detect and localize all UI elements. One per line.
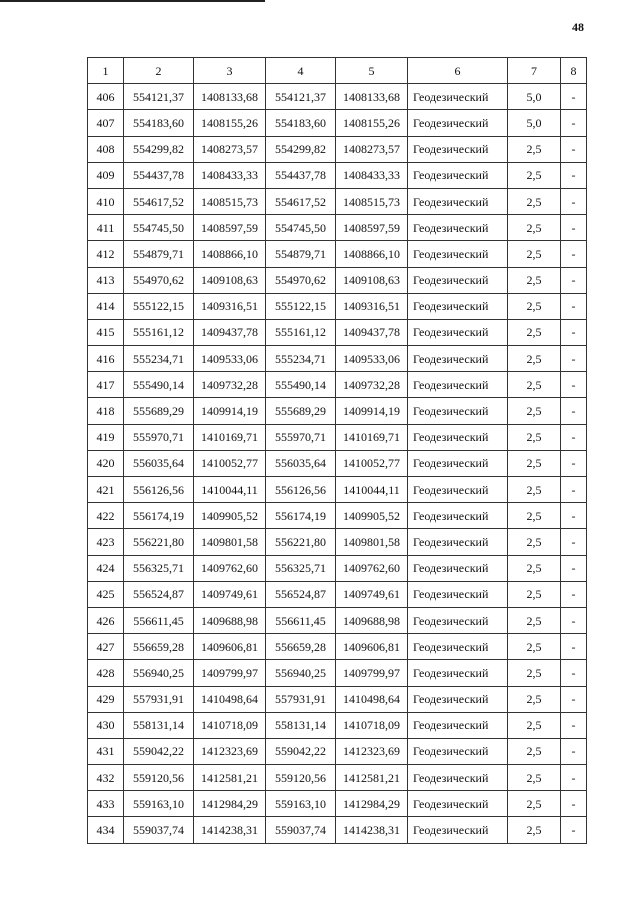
method-cell: Геодезический	[408, 424, 508, 450]
accuracy-cell: 2,5	[508, 634, 561, 660]
method-cell: Геодезический	[408, 136, 508, 162]
method-cell: Геодезический	[408, 162, 508, 188]
y-coord-cell: 1409905,52	[194, 503, 266, 529]
accuracy-cell: 2,5	[508, 581, 561, 607]
x-coord-cell: 559120,56	[124, 765, 194, 791]
x-coord-cell: 555970,71	[124, 424, 194, 450]
note-cell: -	[561, 188, 587, 214]
method-cell: Геодезический	[408, 791, 508, 817]
method-cell: Геодезический	[408, 188, 508, 214]
x-coord-cell: 555689,29	[124, 398, 194, 424]
note-cell: -	[561, 529, 587, 555]
note-cell: -	[561, 634, 587, 660]
header-cell: 7	[508, 58, 561, 84]
header-cell: 1	[88, 58, 124, 84]
table-row	[88, 136, 587, 162]
x2-coord-cell: 554121,37	[266, 84, 336, 110]
note-cell: -	[561, 398, 587, 424]
table-row	[88, 581, 587, 607]
x-coord-cell: 559042,22	[124, 738, 194, 764]
accuracy-cell: 2,5	[508, 424, 561, 450]
y2-coord-cell: 1410718,09	[336, 712, 408, 738]
y2-coord-cell: 1409762,60	[336, 555, 408, 581]
method-cell: Геодезический	[408, 398, 508, 424]
table-row	[88, 529, 587, 555]
y2-coord-cell: 1410044,11	[336, 477, 408, 503]
table-row	[88, 765, 587, 791]
method-cell: Геодезический	[408, 267, 508, 293]
x2-coord-cell: 554879,71	[266, 241, 336, 267]
method-cell: Геодезический	[408, 84, 508, 110]
note-cell: -	[561, 581, 587, 607]
coordinates-table	[87, 57, 587, 844]
x-coord-cell: 554437,78	[124, 162, 194, 188]
x2-coord-cell: 556126,56	[266, 477, 336, 503]
x2-coord-cell: 559120,56	[266, 765, 336, 791]
point-number-cell: 414	[88, 293, 124, 319]
y-coord-cell: 1409437,78	[194, 319, 266, 345]
point-number-cell: 408	[88, 136, 124, 162]
y2-coord-cell: 1409606,81	[336, 634, 408, 660]
y-coord-cell: 1408433,33	[194, 162, 266, 188]
y2-coord-cell: 1409799,97	[336, 660, 408, 686]
x-coord-cell: 558131,14	[124, 712, 194, 738]
method-cell: Геодезический	[408, 319, 508, 345]
y2-coord-cell: 1408155,26	[336, 110, 408, 136]
note-cell: -	[561, 686, 587, 712]
accuracy-cell: 2,5	[508, 791, 561, 817]
accuracy-cell: 2,5	[508, 712, 561, 738]
table-row	[88, 267, 587, 293]
y-coord-cell: 1410052,77	[194, 450, 266, 476]
accuracy-cell: 2,5	[508, 319, 561, 345]
x2-coord-cell: 557931,91	[266, 686, 336, 712]
y2-coord-cell: 1412581,21	[336, 765, 408, 791]
x2-coord-cell: 554745,50	[266, 215, 336, 241]
x-coord-cell: 555234,71	[124, 346, 194, 372]
y2-coord-cell: 1409688,98	[336, 607, 408, 633]
table-row	[88, 241, 587, 267]
x2-coord-cell: 556035,64	[266, 450, 336, 476]
table-row	[88, 162, 587, 188]
x-coord-cell: 556126,56	[124, 477, 194, 503]
note-cell: -	[561, 267, 587, 293]
method-cell: Геодезический	[408, 110, 508, 136]
y2-coord-cell: 1412984,29	[336, 791, 408, 817]
y-coord-cell: 1409316,51	[194, 293, 266, 319]
accuracy-cell: 2,5	[508, 555, 561, 581]
table-row	[88, 293, 587, 319]
point-number-cell: 415	[88, 319, 124, 345]
table-row	[88, 686, 587, 712]
y2-coord-cell: 1409905,52	[336, 503, 408, 529]
header-cell: 6	[408, 58, 508, 84]
point-number-cell: 423	[88, 529, 124, 555]
header-cell: 5	[336, 58, 408, 84]
x2-coord-cell: 556221,80	[266, 529, 336, 555]
x-coord-cell: 554745,50	[124, 215, 194, 241]
point-number-cell: 432	[88, 765, 124, 791]
x2-coord-cell: 559163,10	[266, 791, 336, 817]
table-row	[88, 372, 587, 398]
point-number-cell: 424	[88, 555, 124, 581]
x2-coord-cell: 554299,82	[266, 136, 336, 162]
point-number-cell: 419	[88, 424, 124, 450]
x2-coord-cell: 555689,29	[266, 398, 336, 424]
y-coord-cell: 1408597,59	[194, 215, 266, 241]
method-cell: Геодезический	[408, 607, 508, 633]
x-coord-cell: 555122,15	[124, 293, 194, 319]
y-coord-cell: 1412323,69	[194, 738, 266, 764]
table-row	[88, 503, 587, 529]
point-number-cell: 425	[88, 581, 124, 607]
x-coord-cell: 554879,71	[124, 241, 194, 267]
accuracy-cell: 5,0	[508, 110, 561, 136]
x2-coord-cell: 556611,45	[266, 607, 336, 633]
method-cell: Геодезический	[408, 293, 508, 319]
y-coord-cell: 1409914,19	[194, 398, 266, 424]
y-coord-cell: 1409762,60	[194, 555, 266, 581]
x-coord-cell: 556325,71	[124, 555, 194, 581]
accuracy-cell: 2,5	[508, 529, 561, 555]
point-number-cell: 420	[88, 450, 124, 476]
y2-coord-cell: 1410169,71	[336, 424, 408, 450]
y-coord-cell: 1409108,63	[194, 267, 266, 293]
x-coord-cell: 554970,62	[124, 267, 194, 293]
accuracy-cell: 2,5	[508, 136, 561, 162]
method-cell: Геодезический	[408, 241, 508, 267]
y2-coord-cell: 1408515,73	[336, 188, 408, 214]
method-cell: Геодезический	[408, 581, 508, 607]
y-coord-cell: 1409801,58	[194, 529, 266, 555]
point-number-cell: 429	[88, 686, 124, 712]
y2-coord-cell: 1408433,33	[336, 162, 408, 188]
note-cell: -	[561, 503, 587, 529]
method-cell: Геодезический	[408, 738, 508, 764]
method-cell: Геодезический	[408, 477, 508, 503]
note-cell: -	[561, 450, 587, 476]
note-cell: -	[561, 791, 587, 817]
note-cell: -	[561, 346, 587, 372]
x-coord-cell: 556659,28	[124, 634, 194, 660]
point-number-cell: 412	[88, 241, 124, 267]
header-row	[88, 58, 587, 84]
table-row	[88, 712, 587, 738]
accuracy-cell: 2,5	[508, 346, 561, 372]
page-number: 48	[572, 20, 584, 34]
y-coord-cell: 1409799,97	[194, 660, 266, 686]
note-cell: -	[561, 136, 587, 162]
point-number-cell: 427	[88, 634, 124, 660]
note-cell: -	[561, 424, 587, 450]
note-cell: -	[561, 110, 587, 136]
x-coord-cell: 556611,45	[124, 607, 194, 633]
y2-coord-cell: 1409914,19	[336, 398, 408, 424]
table-row	[88, 555, 587, 581]
x2-coord-cell: 554183,60	[266, 110, 336, 136]
y2-coord-cell: 1410052,77	[336, 450, 408, 476]
y-coord-cell: 1409606,81	[194, 634, 266, 660]
y2-coord-cell: 1409801,58	[336, 529, 408, 555]
accuracy-cell: 2,5	[508, 162, 561, 188]
point-number-cell: 426	[88, 607, 124, 633]
x-coord-cell: 559037,74	[124, 817, 194, 843]
method-cell: Геодезический	[408, 686, 508, 712]
note-cell: -	[561, 84, 587, 110]
accuracy-cell: 2,5	[508, 738, 561, 764]
x2-coord-cell: 556325,71	[266, 555, 336, 581]
note-cell: -	[561, 738, 587, 764]
y-coord-cell: 1410498,64	[194, 686, 266, 712]
method-cell: Геодезический	[408, 765, 508, 791]
x-coord-cell: 554121,37	[124, 84, 194, 110]
y2-coord-cell: 1409732,28	[336, 372, 408, 398]
accuracy-cell: 2,5	[508, 241, 561, 267]
table-row	[88, 398, 587, 424]
note-cell: -	[561, 817, 587, 843]
table-row	[88, 738, 587, 764]
accuracy-cell: 2,5	[508, 188, 561, 214]
point-number-cell: 416	[88, 346, 124, 372]
method-cell: Геодезический	[408, 503, 508, 529]
point-number-cell: 410	[88, 188, 124, 214]
y-coord-cell: 1412984,29	[194, 791, 266, 817]
y-coord-cell: 1410718,09	[194, 712, 266, 738]
x-coord-cell: 556174,19	[124, 503, 194, 529]
accuracy-cell: 2,5	[508, 267, 561, 293]
x2-coord-cell: 559037,74	[266, 817, 336, 843]
table-row	[88, 346, 587, 372]
note-cell: -	[561, 293, 587, 319]
note-cell: -	[561, 765, 587, 791]
x2-coord-cell: 556174,19	[266, 503, 336, 529]
accuracy-cell: 2,5	[508, 450, 561, 476]
x2-coord-cell: 555234,71	[266, 346, 336, 372]
table-row	[88, 110, 587, 136]
y2-coord-cell: 1412323,69	[336, 738, 408, 764]
accuracy-cell: 2,5	[508, 607, 561, 633]
top-rule	[0, 0, 265, 2]
note-cell: -	[561, 555, 587, 581]
point-number-cell: 406	[88, 84, 124, 110]
x-coord-cell: 559163,10	[124, 791, 194, 817]
note-cell: -	[561, 477, 587, 503]
point-number-cell: 409	[88, 162, 124, 188]
y2-coord-cell: 1409533,06	[336, 346, 408, 372]
accuracy-cell: 2,5	[508, 215, 561, 241]
accuracy-cell: 2,5	[508, 817, 561, 843]
point-number-cell: 411	[88, 215, 124, 241]
method-cell: Геодезический	[408, 817, 508, 843]
header-cell: 8	[561, 58, 587, 84]
table-row	[88, 660, 587, 686]
method-cell: Геодезический	[408, 346, 508, 372]
y-coord-cell: 1412581,21	[194, 765, 266, 791]
method-cell: Геодезический	[408, 529, 508, 555]
point-number-cell: 421	[88, 477, 124, 503]
x-coord-cell: 556940,25	[124, 660, 194, 686]
x2-coord-cell: 556659,28	[266, 634, 336, 660]
accuracy-cell: 2,5	[508, 686, 561, 712]
point-number-cell: 434	[88, 817, 124, 843]
table-row	[88, 791, 587, 817]
x2-coord-cell: 554437,78	[266, 162, 336, 188]
x-coord-cell: 556221,80	[124, 529, 194, 555]
note-cell: -	[561, 319, 587, 345]
method-cell: Геодезический	[408, 215, 508, 241]
y2-coord-cell: 1408866,10	[336, 241, 408, 267]
x-coord-cell: 557931,91	[124, 686, 194, 712]
x-coord-cell: 554183,60	[124, 110, 194, 136]
table-row	[88, 215, 587, 241]
y2-coord-cell: 1409749,61	[336, 581, 408, 607]
y-coord-cell: 1409688,98	[194, 607, 266, 633]
x2-coord-cell: 555490,14	[266, 372, 336, 398]
y2-coord-cell: 1410498,64	[336, 686, 408, 712]
note-cell: -	[561, 712, 587, 738]
note-cell: -	[561, 660, 587, 686]
table-row	[88, 477, 587, 503]
point-number-cell: 422	[88, 503, 124, 529]
point-number-cell: 413	[88, 267, 124, 293]
y-coord-cell: 1408155,26	[194, 110, 266, 136]
point-number-cell: 430	[88, 712, 124, 738]
note-cell: -	[561, 215, 587, 241]
point-number-cell: 431	[88, 738, 124, 764]
method-cell: Геодезический	[408, 712, 508, 738]
x-coord-cell: 555161,12	[124, 319, 194, 345]
table-row	[88, 188, 587, 214]
note-cell: -	[561, 372, 587, 398]
accuracy-cell: 2,5	[508, 398, 561, 424]
method-cell: Геодезический	[408, 634, 508, 660]
note-cell: -	[561, 241, 587, 267]
x2-coord-cell: 555970,71	[266, 424, 336, 450]
y-coord-cell: 1408133,68	[194, 84, 266, 110]
y-coord-cell: 1414238,31	[194, 817, 266, 843]
header-cell: 4	[266, 58, 336, 84]
y-coord-cell: 1408515,73	[194, 188, 266, 214]
x2-coord-cell: 554617,52	[266, 188, 336, 214]
y-coord-cell: 1409533,06	[194, 346, 266, 372]
y2-coord-cell: 1409108,63	[336, 267, 408, 293]
x-coord-cell: 556035,64	[124, 450, 194, 476]
header-cell: 2	[124, 58, 194, 84]
accuracy-cell: 2,5	[508, 372, 561, 398]
point-number-cell: 407	[88, 110, 124, 136]
point-number-cell: 433	[88, 791, 124, 817]
accuracy-cell: 2,5	[508, 293, 561, 319]
x2-coord-cell: 555161,12	[266, 319, 336, 345]
point-number-cell: 418	[88, 398, 124, 424]
table-row	[88, 634, 587, 660]
y2-coord-cell: 1408273,57	[336, 136, 408, 162]
accuracy-cell: 2,5	[508, 765, 561, 791]
method-cell: Геодезический	[408, 555, 508, 581]
y-coord-cell: 1410044,11	[194, 477, 266, 503]
y-coord-cell: 1408866,10	[194, 241, 266, 267]
table-row	[88, 817, 587, 843]
y-coord-cell: 1410169,71	[194, 424, 266, 450]
point-number-cell: 428	[88, 660, 124, 686]
x-coord-cell: 554617,52	[124, 188, 194, 214]
y-coord-cell: 1409749,61	[194, 581, 266, 607]
table-row	[88, 319, 587, 345]
method-cell: Геодезический	[408, 450, 508, 476]
table-row	[88, 607, 587, 633]
x2-coord-cell: 554970,62	[266, 267, 336, 293]
note-cell: -	[561, 607, 587, 633]
y-coord-cell: 1408273,57	[194, 136, 266, 162]
x-coord-cell: 555490,14	[124, 372, 194, 398]
y2-coord-cell: 1409316,51	[336, 293, 408, 319]
accuracy-cell: 2,5	[508, 660, 561, 686]
x2-coord-cell: 559042,22	[266, 738, 336, 764]
table-row	[88, 450, 587, 476]
header-cell: 3	[194, 58, 266, 84]
method-cell: Геодезический	[408, 660, 508, 686]
x2-coord-cell: 555122,15	[266, 293, 336, 319]
note-cell: -	[561, 162, 587, 188]
x-coord-cell: 554299,82	[124, 136, 194, 162]
accuracy-cell: 2,5	[508, 477, 561, 503]
y-coord-cell: 1409732,28	[194, 372, 266, 398]
accuracy-cell: 5,0	[508, 84, 561, 110]
y2-coord-cell: 1414238,31	[336, 817, 408, 843]
y2-coord-cell: 1408133,68	[336, 84, 408, 110]
y2-coord-cell: 1409437,78	[336, 319, 408, 345]
table-row	[88, 424, 587, 450]
x-coord-cell: 556524,87	[124, 581, 194, 607]
method-cell: Геодезический	[408, 372, 508, 398]
y2-coord-cell: 1408597,59	[336, 215, 408, 241]
x2-coord-cell: 556524,87	[266, 581, 336, 607]
table-row	[88, 84, 587, 110]
point-number-cell: 417	[88, 372, 124, 398]
x2-coord-cell: 556940,25	[266, 660, 336, 686]
x2-coord-cell: 558131,14	[266, 712, 336, 738]
accuracy-cell: 2,5	[508, 503, 561, 529]
